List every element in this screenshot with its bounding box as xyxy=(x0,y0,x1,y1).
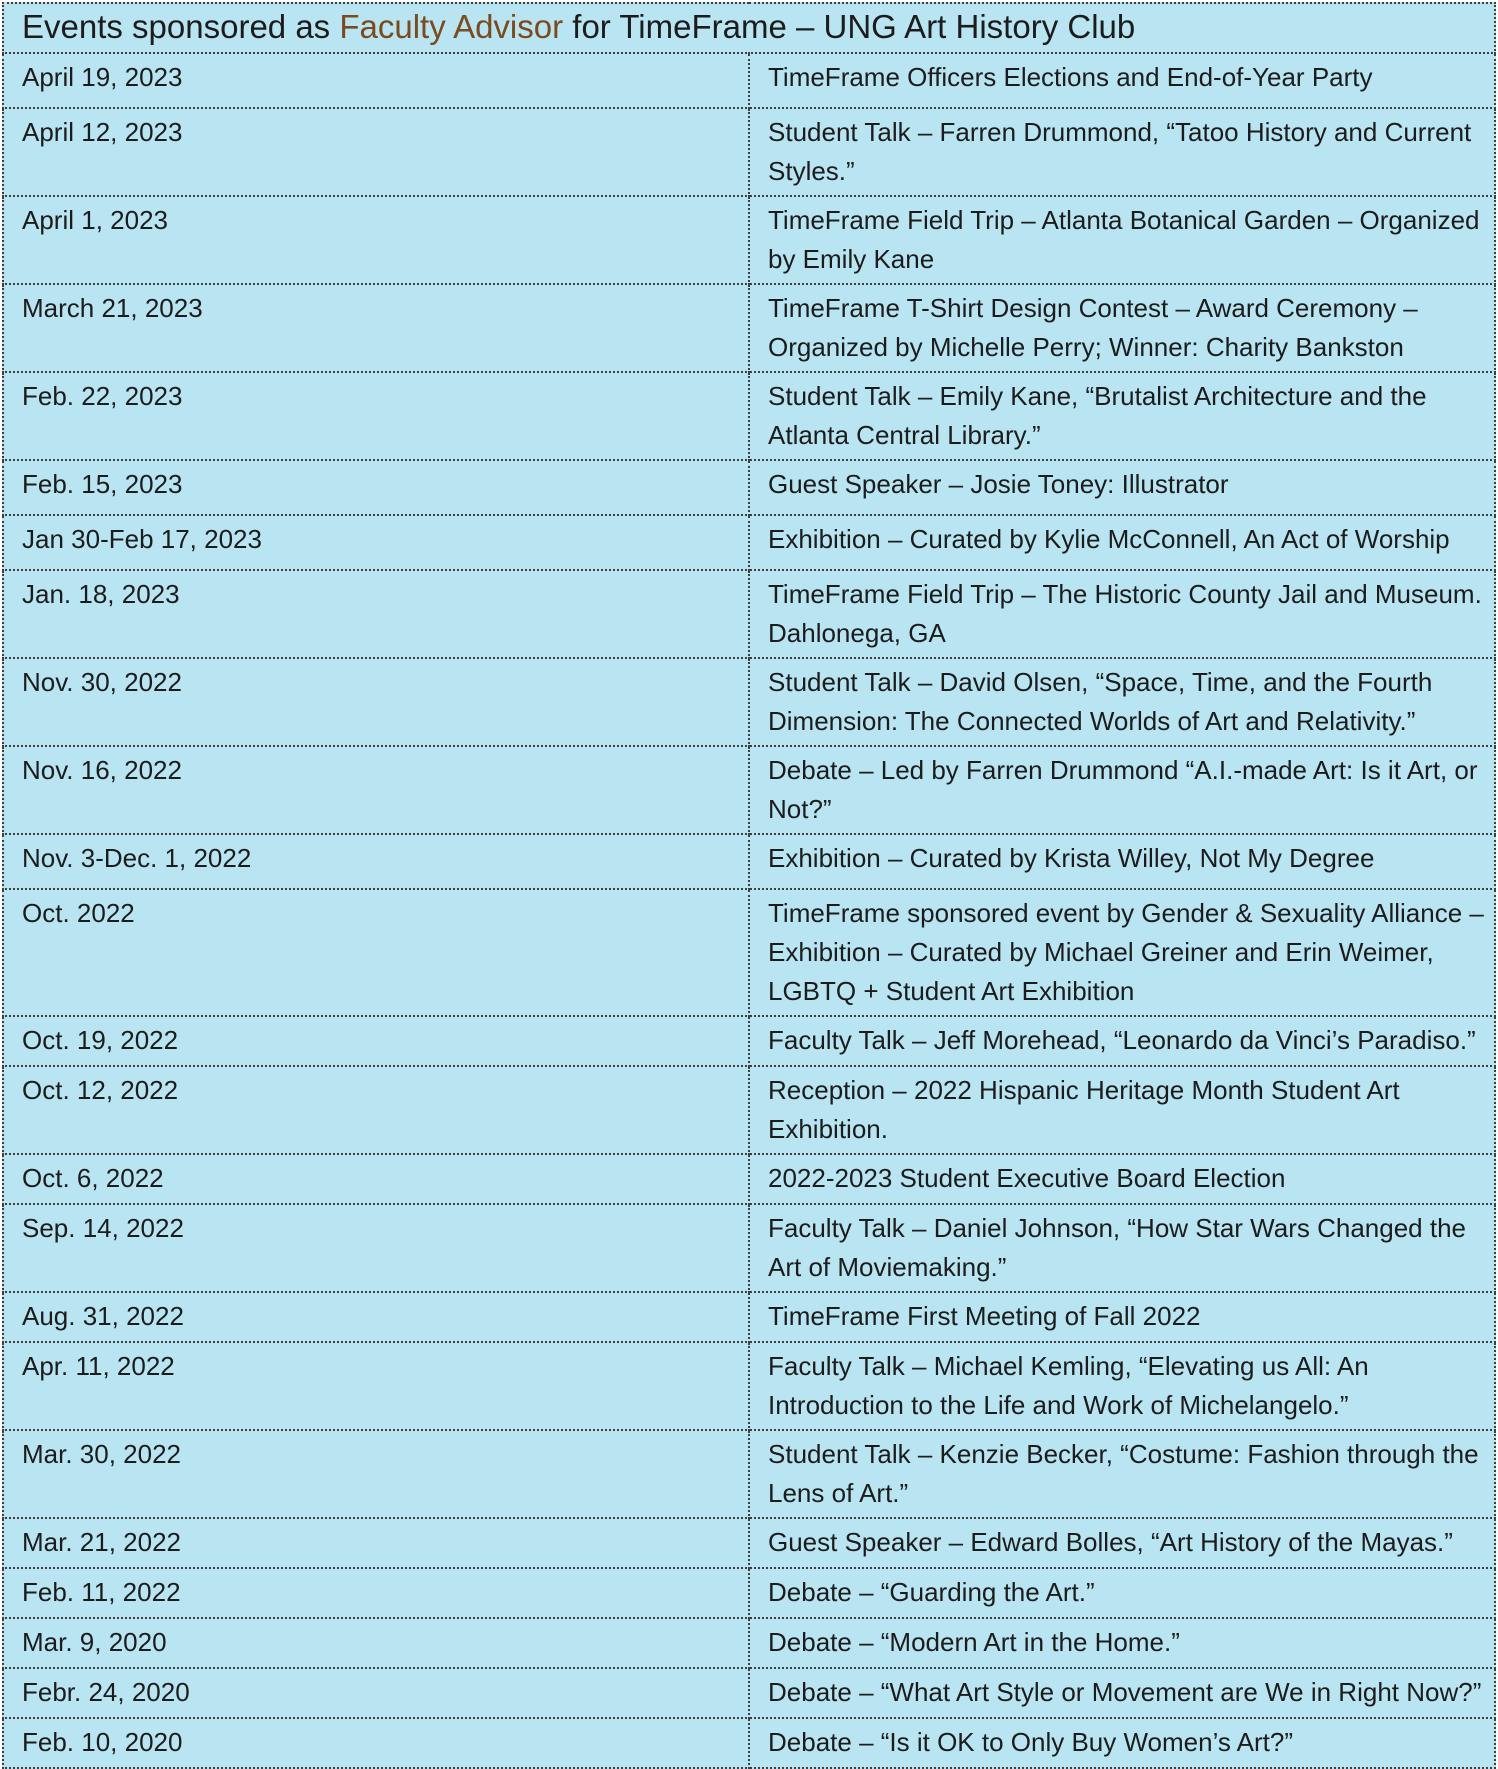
title-suffix: for TimeFrame – UNG Art History Club xyxy=(563,8,1136,45)
table-row xyxy=(3,834,1495,889)
event-date: Oct. 6, 2022 xyxy=(3,1154,749,1204)
event-description: Exhibition – Curated by Krista Willey, Not My Degree xyxy=(749,834,1495,889)
event-description: Reception – 2022 Hispanic Heritage Month Student Art Exhibition. xyxy=(749,1066,1495,1154)
event-date: Mar. 30, 2022 xyxy=(3,1430,749,1518)
event-date: Sep. 14, 2022 xyxy=(3,1204,749,1292)
event-date: Mar. 9, 2020 xyxy=(3,1618,749,1668)
table-row xyxy=(3,658,1495,746)
event-description: Exhibition – Curated by Kylie McConnell, An Act of Worship xyxy=(749,515,1495,570)
event-description: Guest Speaker – Josie Toney: Illustrator xyxy=(749,460,1495,515)
event-description: Faculty Talk – Michael Kemling, “Elevating us All: An Introduction to the Life and Work of Michelangelo.” xyxy=(749,1342,1495,1430)
event-description: Debate – “Guarding the Art.” xyxy=(749,1568,1495,1618)
event-date: March 21, 2023 xyxy=(3,284,749,372)
table-row xyxy=(3,1154,1495,1204)
event-date: April 19, 2023 xyxy=(3,53,749,108)
table-row xyxy=(3,1066,1495,1154)
event-description: TimeFrame sponsored event by Gender & Sexuality Alliance – Exhibition – Curated by Michael Greiner and Erin Weimer, LGBTQ + Student Art Exhibition xyxy=(749,889,1495,1016)
event-date: Feb. 11, 2022 xyxy=(3,1568,749,1618)
event-date: Feb. 10, 2020 xyxy=(3,1718,749,1768)
event-description: Student Talk – Kenzie Becker, “Costume: Fashion through the Lens of Art.” xyxy=(749,1430,1495,1518)
event-date: April 12, 2023 xyxy=(3,108,749,196)
event-date: Nov. 30, 2022 xyxy=(3,658,749,746)
event-description: Debate – “What Art Style or Movement are We in Right Now?” xyxy=(749,1668,1495,1718)
event-description: TimeFrame T-Shirt Design Contest – Award Ceremony – Organized by Michelle Perry; Winner: Charity Bankston xyxy=(749,284,1495,372)
event-description: TimeFrame Field Trip – The Historic County Jail and Museum. Dahlonega, GA xyxy=(749,570,1495,658)
event-description: Student Talk – Emily Kane, “Brutalist Architecture and the Atlanta Central Library.” xyxy=(749,372,1495,460)
event-description: Guest Speaker – Edward Bolles, “Art History of the Mayas.” xyxy=(749,1518,1495,1568)
table-row xyxy=(3,1568,1495,1618)
table-row xyxy=(3,570,1495,658)
event-date: Feb. 15, 2023 xyxy=(3,460,749,515)
event-description: Faculty Talk – Daniel Johnson, “How Star Wars Changed the Art of Moviemaking.” xyxy=(749,1204,1495,1292)
event-date: Jan. 18, 2023 xyxy=(3,570,749,658)
table-row xyxy=(3,746,1495,834)
table-row xyxy=(3,1668,1495,1718)
table-row xyxy=(3,372,1495,460)
event-date: Oct. 12, 2022 xyxy=(3,1066,749,1154)
table-row xyxy=(3,460,1495,515)
event-date: Mar. 21, 2022 xyxy=(3,1518,749,1568)
table-row xyxy=(3,889,1495,1016)
title-prefix: Events sponsored as xyxy=(22,8,340,45)
table-row xyxy=(3,1204,1495,1292)
table-title xyxy=(3,3,1495,53)
event-description: TimeFrame Officers Elections and End-of-Year Party xyxy=(749,53,1495,108)
event-date: Nov. 16, 2022 xyxy=(3,746,749,834)
table-row xyxy=(3,1718,1495,1768)
table-row xyxy=(3,1292,1495,1342)
table-row xyxy=(3,1342,1495,1430)
event-description: Debate – Led by Farren Drummond “A.I.-made Art: Is it Art, or Not?” xyxy=(749,746,1495,834)
table-row xyxy=(3,284,1495,372)
event-date: Oct. 2022 xyxy=(3,889,749,1016)
event-date: Nov. 3-Dec. 1, 2022 xyxy=(3,834,749,889)
event-description: Debate – “Is it OK to Only Buy Women’s Art?” xyxy=(749,1718,1495,1768)
event-description: TimeFrame First Meeting of Fall 2022 xyxy=(749,1292,1495,1342)
table-row xyxy=(3,1518,1495,1568)
events-document xyxy=(2,2,1496,1757)
event-date: Oct. 19, 2022 xyxy=(3,1016,749,1066)
event-description: Debate – “Modern Art in the Home.” xyxy=(749,1618,1495,1668)
event-date: Febr. 24, 2020 xyxy=(3,1668,749,1718)
table-row xyxy=(3,1016,1495,1066)
event-date: Aug. 31, 2022 xyxy=(3,1292,749,1342)
event-description: TimeFrame Field Trip – Atlanta Botanical Garden – Organized by Emily Kane xyxy=(749,196,1495,284)
table-header-row xyxy=(3,3,1495,53)
event-date: Feb. 22, 2023 xyxy=(3,372,749,460)
table-row xyxy=(3,1618,1495,1668)
event-description: Faculty Talk – Jeff Morehead, “Leonardo da Vinci’s Paradiso.” xyxy=(749,1016,1495,1066)
table-row xyxy=(3,196,1495,284)
event-date: April 1, 2023 xyxy=(3,196,749,284)
title-accent: Faculty Advisor xyxy=(339,8,564,45)
table-row xyxy=(3,108,1495,196)
events-table xyxy=(2,2,1496,1769)
table-row xyxy=(3,53,1495,108)
event-date: Apr. 11, 2022 xyxy=(3,1342,749,1430)
event-description: 2022-2023 Student Executive Board Election xyxy=(749,1154,1495,1204)
event-date: Jan 30-Feb 17, 2023 xyxy=(3,515,749,570)
table-row xyxy=(3,1430,1495,1518)
event-description: Student Talk – David Olsen, “Space, Time, and the Fourth Dimension: The Connected Worlds of Art and Relativity.” xyxy=(749,658,1495,746)
table-row xyxy=(3,515,1495,570)
event-description: Student Talk – Farren Drummond, “Tatoo History and Current Styles.” xyxy=(749,108,1495,196)
